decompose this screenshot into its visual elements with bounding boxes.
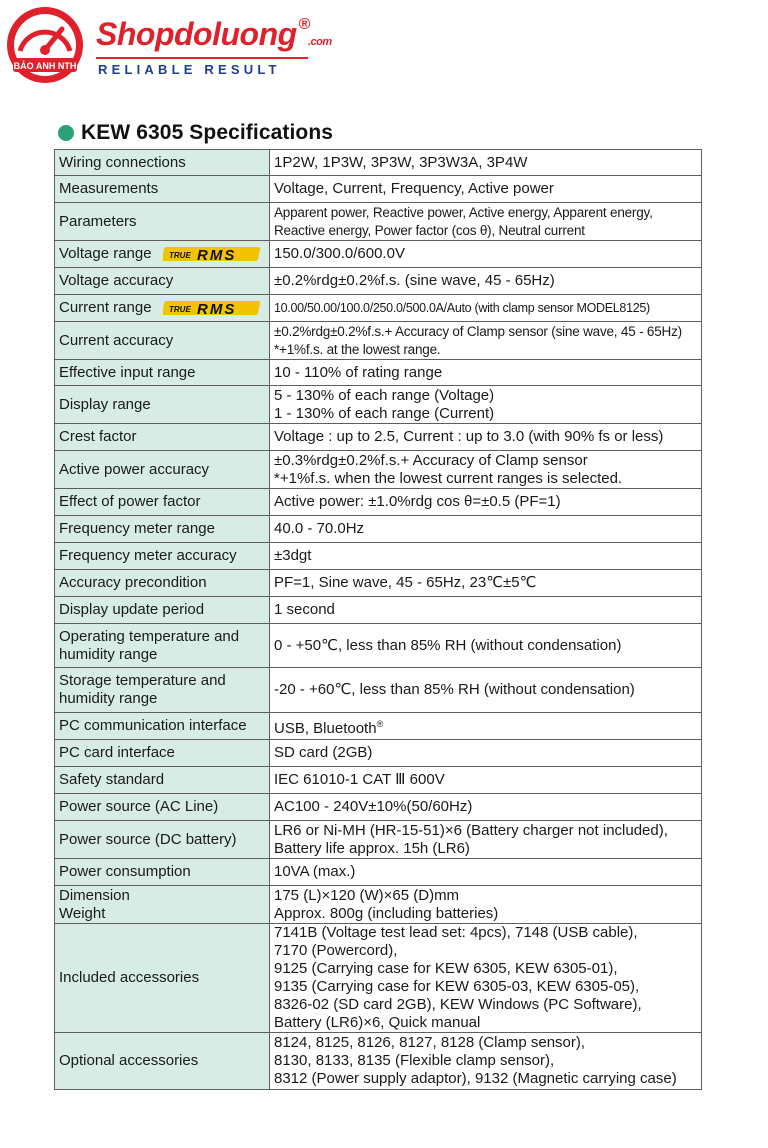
- table-row: [55, 794, 702, 821]
- table-row: [55, 516, 702, 543]
- spec-value-cell: [270, 713, 702, 740]
- spec-value-cell: [270, 489, 702, 516]
- table-row: [55, 767, 702, 794]
- spec-label: PC card interface: [59, 744, 175, 761]
- table-row: [55, 597, 702, 624]
- spec-label-cell: [55, 386, 270, 424]
- spec-label-cell: [55, 570, 270, 597]
- true-rms-main-text: RMS: [197, 301, 237, 317]
- spec-label-cell: [55, 295, 270, 322]
- spec-label: Power consumption: [59, 863, 191, 880]
- table-row: [55, 360, 702, 386]
- table-row: [55, 543, 702, 570]
- brand-underline: [96, 57, 308, 59]
- spec-value: Apparent power, Reactive power, Active energy, Apparent energy, Reactive energy, Power factor (cos θ), Neutral current: [274, 204, 653, 238]
- spec-label-cell: [55, 322, 270, 360]
- spec-label: Included accessories: [59, 969, 200, 986]
- specifications-table: [54, 149, 702, 1090]
- spec-value: 7141B (Voltage test lead set: 4pcs), 7148 (USB cable), 7170 (Powercord), 9125 (Carrying case for KEW 6305, KEW 6305-01), 9135 (Carrying case for KEW 6305-03, KEW 6305-05), 8326-02 (SD card 2GB), KEW Windows (PC Software), Battery (LR6)×6, Quick manual: [274, 924, 642, 1031]
- spec-label-cell: [55, 886, 270, 924]
- spec-label-cell: [55, 740, 270, 767]
- table-row: [55, 489, 702, 516]
- spec-value: SD card (2GB): [274, 744, 373, 761]
- spec-value: 5 - 130% of each range (Voltage) 1 - 130% of each range (Current): [274, 386, 495, 422]
- spec-value-cell: [270, 886, 702, 924]
- spec-label: Display range: [59, 395, 151, 413]
- spec-value: 175 (L)×120 (W)×65 (D)mm Approx. 800g (including batteries): [274, 886, 499, 922]
- spec-label: Measurements: [59, 180, 159, 197]
- true-rms-main-text: RMS: [197, 247, 237, 263]
- spec-label: Safety standard: [59, 771, 165, 788]
- table-row: [55, 322, 702, 360]
- spec-label: Effect of power factor: [59, 493, 201, 510]
- spec-value: USB, Bluetooth: [274, 719, 377, 737]
- spec-label-cell: [55, 176, 270, 203]
- bullet-dot-icon: [58, 125, 74, 141]
- spec-value: LR6 or Ni-MH (HR-15-51)×6 (Battery charger not included), Battery life approx. 15h (LR6): [274, 821, 668, 857]
- table-row: [55, 150, 702, 176]
- table-row: [55, 924, 702, 1033]
- spec-label-cell: [55, 668, 270, 713]
- spec-value-cell: [270, 624, 702, 668]
- table-row: [55, 203, 702, 241]
- spec-value: 1 second: [274, 601, 335, 618]
- spec-label: Dimension Weight: [59, 886, 130, 922]
- table-row: [55, 386, 702, 424]
- spec-label-cell: [55, 424, 270, 451]
- spec-value: Active power: ±1.0%rdg cos θ=±0.5 (PF=1): [274, 493, 561, 510]
- spec-value-cell: [270, 268, 702, 295]
- spec-value-cell: [270, 1033, 702, 1090]
- spec-label: Parameters: [59, 212, 137, 230]
- spec-value: ±0.3%rdg±0.2%f.s.+ Accuracy of Clamp sensor *+1%f.s. when the lowest current ranges is selected.: [274, 451, 623, 487]
- spec-label-cell: [55, 1033, 270, 1090]
- spec-label-cell: [55, 451, 270, 489]
- spec-value: 150.0/300.0/600.0V: [274, 245, 405, 262]
- table-row: [55, 624, 702, 668]
- spec-value-cell: [270, 451, 702, 489]
- spec-value-cell: [270, 821, 702, 859]
- spec-value: Voltage : up to 2.5, Current : up to 3.0 (with 90% fs or less): [274, 428, 664, 445]
- spec-value: 8124, 8125, 8126, 8127, 8128 (Clamp sensor), 8130, 8133, 8135 (Flexible clamp sensor), 8312 (Power supply adaptor), 9132 (Magnetic carrying case): [274, 1034, 677, 1087]
- table-row: [55, 241, 702, 268]
- spec-value-cell: [270, 516, 702, 543]
- spec-value: IEC 61010-1 CAT Ⅲ 600V: [274, 771, 445, 788]
- spec-value: 10.00/50.00/100.0/250.0/500.0A/Auto (with clamp sensor MODEL8125): [274, 301, 650, 315]
- spec-label-cell: [55, 543, 270, 570]
- spec-label: Voltage range: [59, 245, 152, 262]
- spec-label: Current range: [59, 299, 152, 316]
- speedometer-logo-icon: [4, 4, 86, 86]
- spec-value-cell: [270, 295, 702, 322]
- spec-label: Crest factor: [59, 428, 137, 445]
- spec-label: Power source (DC battery): [59, 830, 237, 848]
- brand-tagline: RELIABLE RESULT: [98, 62, 281, 77]
- spec-label-cell: [55, 489, 270, 516]
- registered-mark: ®: [376, 718, 384, 729]
- spec-label: PC communication interface: [59, 717, 247, 734]
- spec-label-cell: [55, 821, 270, 859]
- spec-value: 1P2W, 1P3W, 3P3W, 3P3W3A, 3P4W: [274, 153, 528, 171]
- spec-label: Voltage accuracy: [59, 272, 174, 289]
- spec-value-cell: [270, 176, 702, 203]
- spec-value-cell: [270, 859, 702, 886]
- table-row: [55, 176, 702, 203]
- spec-label-cell: [55, 597, 270, 624]
- true-rms-logo-icon: [163, 299, 263, 317]
- spec-value-cell: [270, 924, 702, 1033]
- spec-value: 10VA (max.): [274, 863, 356, 880]
- spec-value-cell: [270, 794, 702, 821]
- table-row: [55, 740, 702, 767]
- spec-label: Accuracy precondition: [59, 574, 207, 591]
- spec-label: Effective input range: [59, 363, 196, 381]
- brand-name: Shopdoluong ®.com: [96, 16, 332, 52]
- spec-value-cell: [270, 424, 702, 451]
- spec-value: 0 - +50℃, less than 85% RH (without condensation): [274, 636, 622, 654]
- spec-value-cell: [270, 597, 702, 624]
- table-row: [55, 859, 702, 886]
- spec-label: Current accuracy: [59, 331, 174, 349]
- spec-value: ±3dgt: [274, 547, 312, 564]
- spec-value-cell: [270, 767, 702, 794]
- table-row: [55, 713, 702, 740]
- spec-label-cell: [55, 624, 270, 668]
- page-title: [58, 121, 333, 145]
- spec-value: ±0.2%rdg±0.2%f.s.+ Accuracy of Clamp sensor (sine wave, 45 - 65Hz) *+1%f.s. at the lowest range.: [274, 323, 682, 357]
- table-row: [55, 295, 702, 322]
- spec-label-cell: [55, 767, 270, 794]
- spec-value-cell: [270, 360, 702, 386]
- spec-label: Frequency meter accuracy: [59, 547, 237, 564]
- spec-value-cell: [270, 322, 702, 360]
- spec-label: Optional accessories: [59, 1052, 199, 1069]
- spec-value-cell: [270, 203, 702, 241]
- spec-label-cell: [55, 150, 270, 176]
- spec-value: -20 - +60℃, less than 85% RH (without condensation): [274, 681, 635, 698]
- table-row: [55, 451, 702, 489]
- spec-label-cell: [55, 203, 270, 241]
- spec-value: 10 - 110% of rating range: [274, 363, 443, 381]
- table-row: [55, 268, 702, 295]
- spec-value: Voltage, Current, Frequency, Active power: [274, 180, 554, 197]
- spec-value-cell: [270, 150, 702, 176]
- spec-label: Frequency meter range: [59, 520, 215, 537]
- spec-label-cell: [55, 713, 270, 740]
- spec-value-cell: [270, 386, 702, 424]
- table-row: [55, 424, 702, 451]
- spec-value: 40.0 - 70.0Hz: [274, 520, 365, 537]
- table-row: [55, 570, 702, 597]
- spec-value-cell: [270, 570, 702, 597]
- spec-value: PF=1, Sine wave, 45 - 65Hz, 23℃±5℃: [274, 574, 537, 591]
- spec-label: Wiring connections: [59, 153, 186, 171]
- shop-logo[interactable]: [4, 4, 332, 94]
- table-row: [55, 886, 702, 924]
- spec-label-cell: [55, 924, 270, 1033]
- table-row: [55, 668, 702, 713]
- spec-label: Operating temperature and humidity range: [59, 627, 240, 663]
- spec-value-cell: [270, 241, 702, 268]
- badge-text: BẢO ANH NTH: [13, 61, 77, 71]
- spec-label-cell: [55, 859, 270, 886]
- spec-label-cell: [55, 268, 270, 295]
- spec-label-cell: [55, 516, 270, 543]
- spec-label: Display update period: [59, 601, 205, 618]
- spec-value-cell: [270, 740, 702, 767]
- spec-value: AC100 - 240V±10%(50/60Hz): [274, 798, 473, 815]
- spec-value-cell: [270, 668, 702, 713]
- spec-label: Power source (AC Line): [59, 798, 219, 815]
- table-row: [55, 1033, 702, 1090]
- table-row: [55, 821, 702, 859]
- spec-label-cell: [55, 794, 270, 821]
- spec-value: ±0.2%rdg±0.2%f.s. (sine wave, 45 - 65Hz): [274, 272, 555, 289]
- page-title-text: KEW 6305 Specifications: [81, 121, 334, 144]
- specifications-table-body: [55, 150, 702, 1090]
- spec-value-cell: [270, 543, 702, 570]
- true-rms-top-text: TRUE: [169, 305, 191, 314]
- true-rms-logo-icon: [163, 245, 263, 263]
- spec-label: Storage temperature and humidity range: [59, 672, 226, 707]
- spec-label: Active power accuracy: [59, 460, 210, 478]
- spec-label-cell: [55, 360, 270, 386]
- spec-label-cell: [55, 241, 270, 268]
- true-rms-top-text: TRUE: [169, 251, 191, 260]
